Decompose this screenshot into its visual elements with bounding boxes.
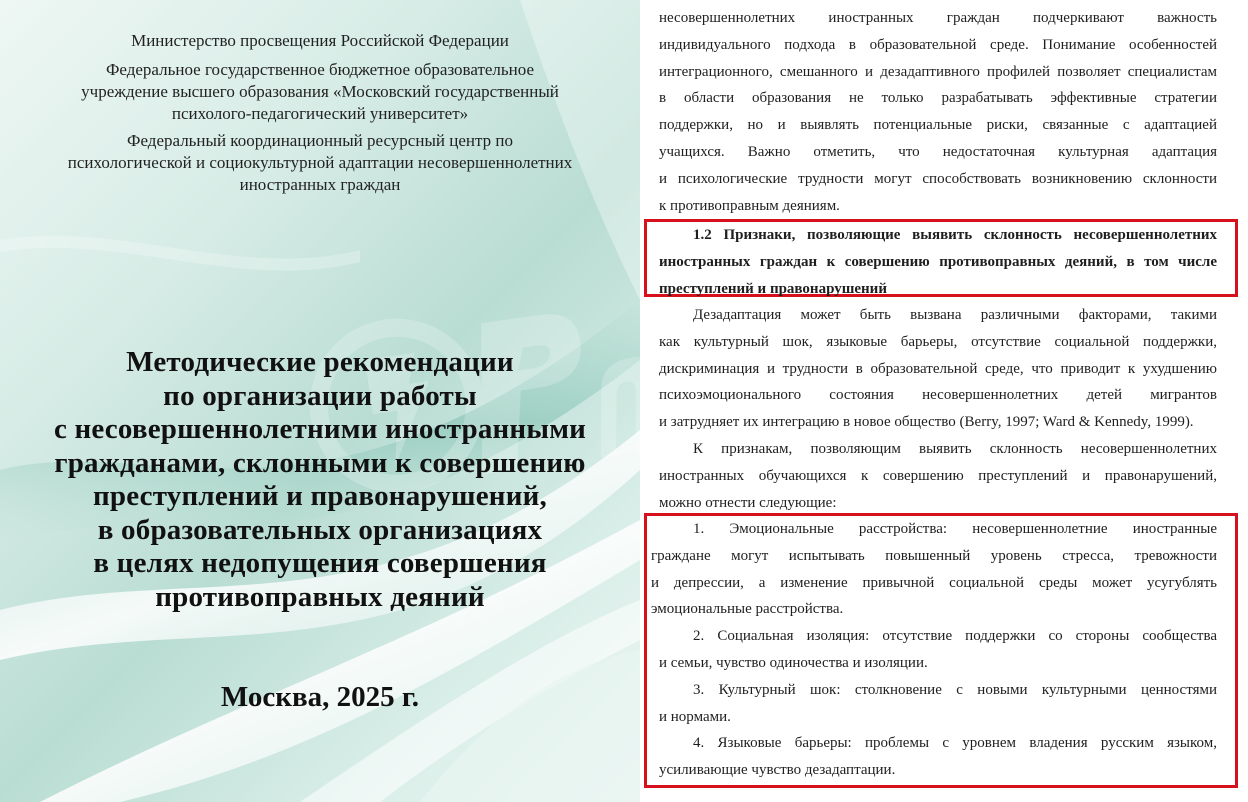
text-line: 4. Языковые барьеры: проблемы с уровнем владения русским языком,	[693, 735, 1217, 752]
text-line: К признакам, позволяющим выявить склонность несовершеннолетних	[693, 441, 1217, 457]
text-line: к противоправным деяниям.	[659, 197, 840, 214]
text-line: индивидуального подхода в образовательной среде. Понимание особенностей	[659, 36, 1217, 53]
heading-line: 1.2 Признаки, позволяющие выявить склонность несовершеннолетних	[693, 227, 1217, 243]
text-line: 1. Эмоциональные расстройства: несовершеннолетние иностранные	[693, 521, 1217, 537]
title-line: противоправных деяний	[155, 580, 485, 613]
signs-intro-paragraph	[659, 436, 1217, 516]
text-line: можно отнести следующие:	[659, 494, 837, 511]
title-line: преступлений и правонарушений,	[93, 480, 547, 512]
text-line: и психологические трудности могут способствовать возникновению склонности	[659, 170, 1217, 187]
list-item	[651, 677, 1217, 731]
title-line: гражданами, склонными к совершению	[54, 446, 586, 479]
cover-city-year: Москва, 2025 г.	[220, 681, 420, 713]
intro-paragraph	[659, 5, 1217, 219]
document-page	[640, 0, 1248, 802]
text-line: Дезадаптация может быть вызвана различными факторами, такими	[693, 307, 1217, 323]
text-line: психоэмоционального состояния несовершеннолетних детей мигрантов	[659, 387, 1217, 404]
university-line: психолого-педагогический университет»	[171, 104, 469, 123]
resource-center-name	[20, 130, 620, 196]
text-line: эмоциональные расстройства.	[651, 601, 844, 618]
text-line: граждане могут испытывать повышенный уровень стресса, тревожности	[651, 547, 1217, 564]
text-line: дискриминация и трудности в образовательной среде, что приводит к ухудшению	[659, 360, 1217, 377]
text-line: иностранных обучающихся к совершению преступлений и правонарушений,	[659, 467, 1217, 484]
text-line: и семьи, чувство одиночества и изоляции.	[659, 654, 928, 671]
list-item	[651, 623, 1217, 677]
section-heading	[659, 222, 1217, 302]
text-line: 3. Культурный шок: столкновение с новыми культурными ценностями	[693, 681, 1217, 698]
center-line: иностранных граждан	[239, 175, 401, 194]
text-line: усиливающие чувство дезадаптации.	[659, 762, 896, 779]
cover-title	[20, 346, 620, 614]
title-line: в образовательных организациях	[97, 513, 543, 546]
title-line: с несовершеннолетними иностранными	[53, 413, 587, 445]
title-line: Методические рекомендации	[126, 346, 514, 378]
title-line: по организации работы	[163, 379, 477, 412]
list-item	[651, 730, 1217, 784]
university-line: Федеральное государственное бюджетное образовательное	[105, 60, 535, 79]
text-line: как культурный шок, языковые барьеры, отсутствие социальной поддержки,	[659, 333, 1217, 350]
maladaptation-paragraph	[659, 302, 1217, 436]
text-line: несовершеннолетних иностранных граждан подчеркивают важность	[659, 10, 1217, 26]
text-line: интеграционного, смешанного и дезадаптивного профилей позволяет специалистам	[659, 63, 1217, 80]
text-line: в области образования не только разрабатывать эффективные стратегии	[659, 90, 1217, 107]
ministry-name: Министерство просвещения Российской Федерации	[131, 31, 509, 50]
text-line: и затрудняет их интеграцию в новое общество (Berry, 1997; Ward & Kennedy, 1999).	[659, 414, 1194, 431]
university-line: учреждение высшего образования «Московский государственный	[81, 82, 559, 101]
text-line: 2. Социальная изоляция: отсутствие поддержки со стороны сообщества	[693, 628, 1217, 645]
center-line: Федеральный координационный ресурсный центр по	[127, 131, 513, 150]
text-line: поддержки, но и выявлять потенциальные риски, связанные с адаптацией	[659, 117, 1217, 134]
text-line: и нормами.	[659, 708, 731, 725]
list-item	[651, 516, 1217, 623]
heading-line: преступлений и правонарушений	[659, 280, 887, 297]
text-line: и депрессии, а изменение привычной социальной среды может усугублять	[651, 574, 1217, 591]
signs-list	[651, 516, 1217, 784]
university-name	[20, 59, 620, 125]
text-line: учащихся. Важно отметить, что недостаточная культурная адаптация	[659, 143, 1217, 160]
center-line: психологической и социокультурной адаптации несовершеннолетних	[67, 153, 573, 172]
title-line: в целях недопущения совершения	[93, 547, 547, 579]
heading-line: иностранных граждан к совершению противоправных деяний, в том числе	[659, 253, 1217, 270]
